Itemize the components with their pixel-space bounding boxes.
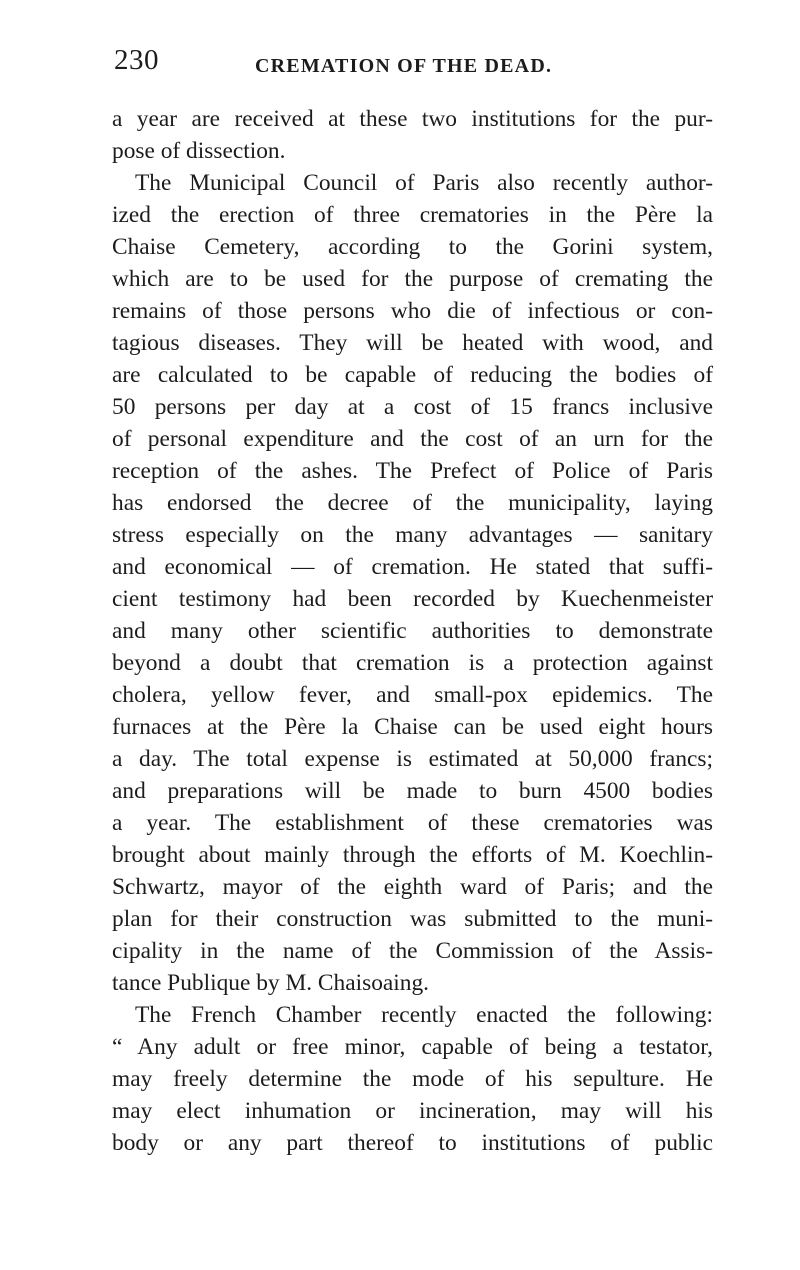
text-line: which are to be used for the purpose of cremating the (112, 266, 713, 292)
text-line: has endorsed the decree of the municipality, laying (112, 490, 713, 516)
text-line: cient testimony had been recorded by Kuechenmeister (112, 586, 713, 612)
text-line: The French Chamber recently enacted the following: (135, 1002, 713, 1028)
text-line: cholera, yellow fever, and small-pox epidemics. The (112, 682, 713, 708)
text-line: may elect inhumation or incineration, may will his (112, 1098, 713, 1124)
text-line: furnaces at the Père la Chaise can be used eight hours (112, 714, 713, 740)
text-line: The Municipal Council of Paris also recently author- (135, 170, 713, 196)
text-line: and many other scientific authorities to demonstrate (112, 618, 713, 644)
text-line: cipality in the name of the Commission of the Assis- (112, 938, 713, 964)
text-line: beyond a doubt that cremation is a protection against (112, 650, 713, 676)
text-line: reception of the ashes. The Prefect of Police of Paris (112, 458, 713, 484)
text-line: tance Publique by M. Chaisoaing. (112, 970, 430, 996)
text-line: a day. The total expense is estimated at 50,000 francs; (112, 746, 713, 772)
text-line: “ Any adult or free minor, capable of being a testator, (112, 1034, 713, 1060)
text-line: body or any part thereof to institutions of public (112, 1130, 713, 1156)
text-line: plan for their construction was submitted to the muni- (112, 906, 713, 932)
text-line: tagious diseases. They will be heated with wood, and (112, 330, 713, 356)
text-line: a year are received at these two institutions for the pur- (112, 106, 713, 132)
body-text (112, 103, 713, 1159)
text-line: stress especially on the many advantages — sanitary (112, 522, 713, 548)
text-line: a year. The establishment of these crematories was (112, 810, 713, 836)
text-line: remains of those persons who die of infectious or con- (112, 298, 713, 324)
text-line: brought about mainly through the efforts of M. Koechlin- (112, 842, 713, 868)
text-line: and preparations will be made to burn 4500 bodies (112, 778, 713, 804)
text-line: 50 persons per day at a cost of 15 francs inclusive (112, 394, 713, 420)
text-line: ized the erection of three crematories in the Père la (112, 202, 713, 228)
text-line: Chaise Cemetery, according to the Gorini system, (112, 234, 713, 260)
text-line: may freely determine the mode of his sepulture. He (112, 1066, 713, 1092)
text-line: Schwartz, mayor of the eighth ward of Paris; and the (112, 874, 713, 900)
text-line: of personal expenditure and the cost of an urn for the (112, 426, 713, 452)
text-line: and economical — of cremation. He stated that suffi- (112, 554, 713, 580)
running-title: CREMATION OF THE DEAD. (255, 55, 553, 77)
text-line: are calculated to be capable of reducing the bodies of (112, 362, 713, 388)
page-number: 230 (114, 44, 159, 76)
text-line: pose of dissection. (112, 138, 286, 164)
